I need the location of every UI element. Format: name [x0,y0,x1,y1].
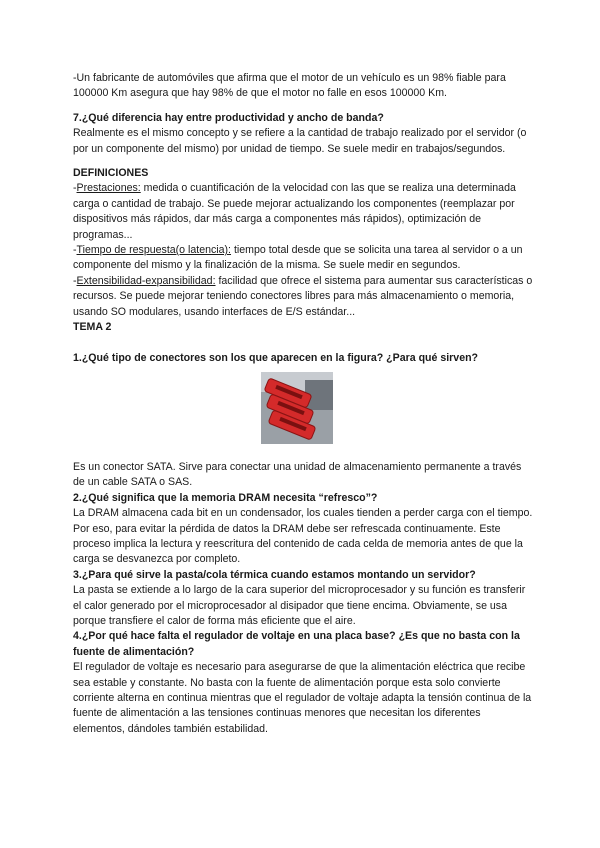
tema2-answer-1: Es un conector SATA. Sirve para conectar una unidad de almacenamiento permanente a través de un cable SATA o SAS. [73,460,522,489]
definition-extensibilidad-text: facilidad que ofrece el sistema para aumentar sus características o recursos. Se puede mejorar teniendo conectores libres para más almacenamiento o memoria, usando SO modulares, usando interfaces de E/S estándar... [73,274,533,318]
tema2-answer-4: El regulador de voltaje es necesario para asegurarse de que la alimentación eléctrica que recibe sea estable y constante. No basta con la fuente de alimentación porque esta solo convierte corriente alterna en continua mientras que el regulador de voltaje adapta la tensión continua de la fuente de alimentación a las tensiones continuas menores que necesitan los diferentes elementos, dándoles también estabilidad. [73,661,532,735]
definition-prestaciones: -Prestaciones: medida o cuantificación de la velocidad con las que se realiza una determinada carga o cantidad de trabajo. Se puede mejorar actualizando los componentes (reemplazar por dispositivos más rápidos, dar más carga a componentes más rápidos), optimización de programas... [73,182,516,241]
tema2-question-3: 3.¿Para qué sirve la pasta/cola térmica cuando estamos montando un servidor? [73,568,476,581]
term-prestaciones: Prestaciones: [76,182,141,195]
figure-container [73,372,533,454]
definition-extensibilidad: -Extensibilidad-expansibilidad: facilidad que ofrece el sistema para aumentar sus características o recursos. Se puede mejorar teniendo conectores libres para más almacenamiento o memoria, usando SO modulares, usando interfaces de E/S estándar... [73,274,533,318]
sata-connector-image [261,372,333,444]
document-body [73,71,533,737]
paragraph-fiabilidad: -Un fabricante de automóviles que afirma que el motor de un vehículo es un 98% fiable para 100000 Km asegura que hay 98% de que el motor no falle en esos 100000 Km. [73,72,506,100]
definition-tiempo-respuesta: -Tiempo de respuesta(o latencia): tiempo total desde que se solicita una tarea al servidor o a un componente del mismo y la finalización de la misma. Se suele medir en segundos. [73,244,523,272]
question-7: 7.¿Qué diferencia hay entre productividad y ancho de banda? [73,111,384,124]
definition-tiempo-respuesta-text: tiempo total desde que se solicita una tarea al servidor o a un componente del mismo y la finalización de la misma. Se suele medir en segundos. [73,244,523,272]
tema2-answer-3: La pasta se extiende a lo largo de la cara superior del microprocesador y su función es transferir el calor generado por el microprocesador al disipador que tiene encima. Obviamente, se usa porque transfiere el calor de forma más eficiente que el aire. [73,584,526,627]
term-tiempo-respuesta: Tiempo de respuesta(o latencia): [76,244,232,257]
tema2-question-2: 2.¿Qué significa que la memoria DRAM necesita “refresco”? [73,491,378,504]
definitions-heading: DEFINICIONES [73,167,149,180]
tema2-answer-2: La DRAM almacena cada bit en un condensador, los cuales tienden a perder carga con el tiempo. Por eso, para evitar la pérdida de datos la DRAM debe ser refrescada continuamente. Este proceso implica la lectura y reescritura del contenido de cada celda de memoria antes de que la carga se desvanezca por completo. [73,507,533,566]
tema2-question-1: 1.¿Qué tipo de conectores son los que aparecen en la figura? ¿Para qué sirven? [73,351,479,364]
answer-7: Realmente es el mismo concepto y se refiere a la cantidad de trabajo realizado por el servidor (o por un componente del mismo) por unidad de tiempo. Se suele medir en trabajos/segundos. [73,127,527,155]
tema2-question-4: 4.¿Por qué hace falta el regulador de voltaje en una placa base? ¿Es que no basta con la fuente de alimentación? [73,630,520,658]
term-extensibilidad: Extensibilidad-expansibilidad: [76,274,216,287]
tema-2-heading: TEMA 2 [73,321,112,334]
definition-prestaciones-text: medida o cuantificación de la velocidad con las que se realiza una determinada carga o cantidad de trabajo. Se puede mejorar actualizando los componentes (reemplazar por dispositivos más rápidos, dar más carga a componentes más rápidos), optimización de programas... [73,182,516,241]
